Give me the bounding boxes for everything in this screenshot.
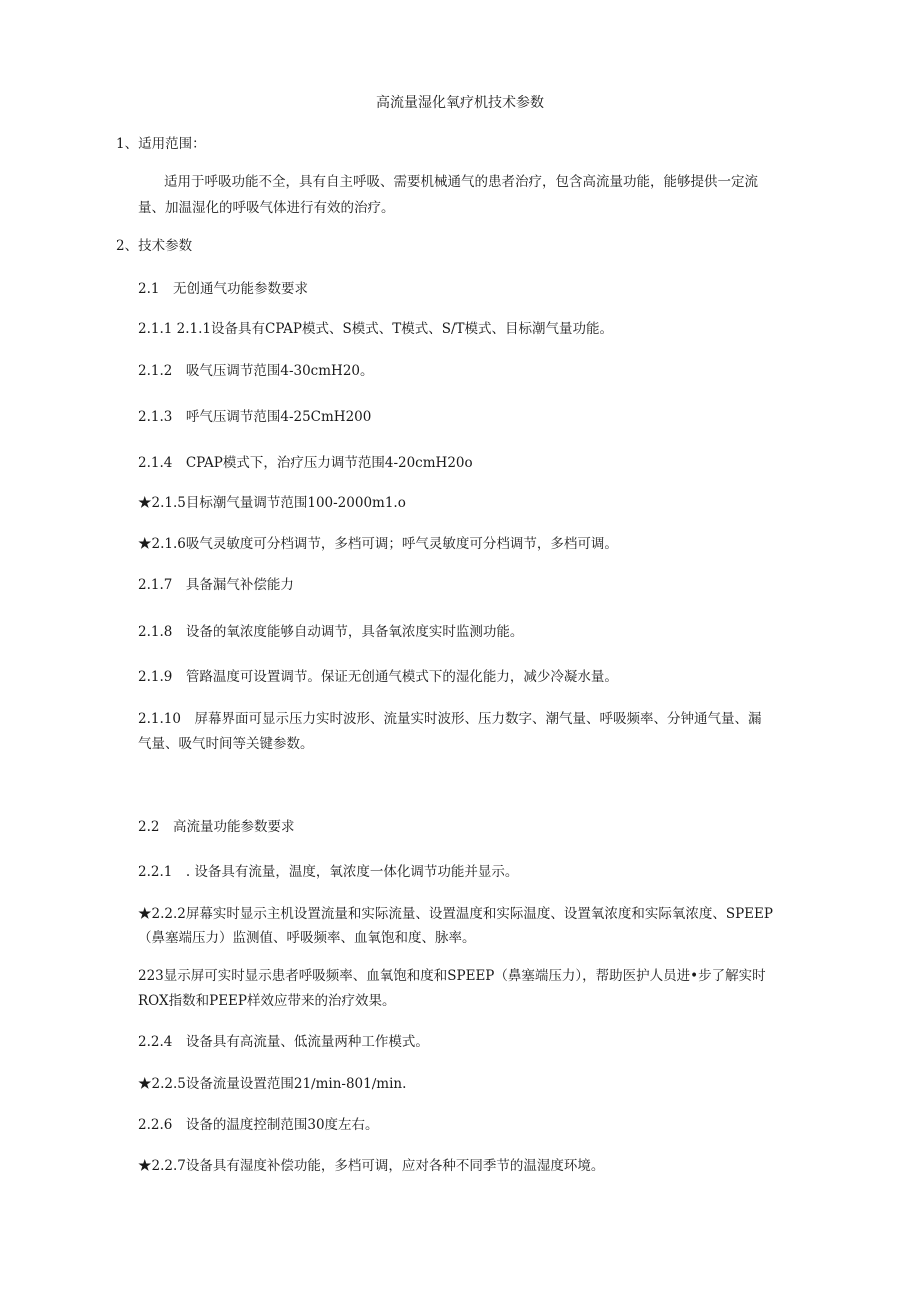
scope-paragraph-line-2: 量、加温湿化的呼吸气体进行有效的治疗。 bbox=[138, 200, 395, 216]
subsection-2-1-heading: 2.1 无创通气功能参数要求 bbox=[138, 281, 308, 297]
scope-paragraph-line-1: 适用于呼吸功能不全，具有自主呼吸、需要机械通气的患者治疗，包含高流量功能，能够提供一定流 bbox=[164, 174, 758, 190]
item-2-1-9: 2.1.9 管路温度可设置调节。保证无创通气模式下的湿化能力，减少冷凝水量。 bbox=[138, 669, 618, 685]
item-2-1-7: 2.1.7 具备漏气补偿能力 bbox=[138, 577, 294, 593]
item-2-1-2: 2.1.2 吸气压调节范围4-30cmH20。 bbox=[138, 363, 374, 379]
item-2-1-1: 2.1.1 2.1.1设备具有CPAP模式、S模式、T模式、S/T模式、目标潮气量功能。 bbox=[138, 321, 614, 337]
item-2-2-2-line-2: （鼻塞端压力）监测值、呼吸频率、血氧饱和度、脉率。 bbox=[138, 930, 476, 946]
item-2-1-10-line-2: 气量、吸气时间等关键参数。 bbox=[138, 736, 314, 752]
item-2-2-3-line-1: 223显示屏可实时显示患者呼吸频率、血氧饱和度和SPEEP（鼻塞端压力），帮助医护人员进•步了解实时 bbox=[138, 968, 766, 984]
item-2-1-3: 2.1.3 呼气压调节范围4-25CmH200 bbox=[138, 409, 372, 425]
item-2-2-6: 2.2.6 设备的温度控制范围30度左右。 bbox=[138, 1117, 379, 1133]
item-2-1-4: 2.1.4 CPAP模式下，治疗压力调节范围4-20cmH20o bbox=[138, 455, 473, 471]
subsection-2-2-heading: 2.2 高流量功能参数要求 bbox=[138, 819, 295, 835]
page-title: 高流量湿化氧疗机技术参数 bbox=[376, 95, 544, 111]
item-2-1-8: 2.1.8 设备的氧浓度能够自动调节，具备氧浓度实时监测功能。 bbox=[138, 624, 524, 640]
section-1-heading: 1、适用范围： bbox=[116, 136, 206, 152]
item-2-2-7: ★2.2.7设备具有湿度补偿功能，多档可调，应对各种不同季节的温湿度环境。 bbox=[138, 1158, 605, 1174]
item-2-2-3-line-2: ROX指数和PEEP样效应带来的治疗效果。 bbox=[138, 993, 396, 1009]
item-2-2-5: ★2.2.5设备流量设置范围21∕min-801∕min. bbox=[138, 1076, 407, 1092]
item-2-1-5: ★2.1.5目标潮气量调节范围100-2000m1.o bbox=[138, 495, 406, 511]
item-2-1-10-line-1: 2.1.10 屏幕界面可显示压力实时波形、流量实时波形、压力数字、潮气量、呼吸频率、分钟通气量、漏 bbox=[138, 711, 762, 727]
item-2-2-2-line-1: ★2.2.2屏幕实时显示主机设置流量和实际流量、设置温度和实际温度、设置氧浓度和实际氧浓度、SPEEP bbox=[138, 906, 773, 922]
item-2-1-6: ★2.1.6吸气灵敏度可分档调节，多档可调；呼气灵敏度可分档调节，多档可调。 bbox=[138, 536, 618, 552]
item-2-2-4: 2.2.4 设备具有高流量、低流量两种工作模式。 bbox=[138, 1034, 429, 1050]
section-2-heading: 2、技术参数 bbox=[116, 238, 193, 254]
item-2-2-1: 2.2.1 . 设备具有流量，温度，氧浓度一体化调节功能并显示。 bbox=[138, 864, 519, 880]
